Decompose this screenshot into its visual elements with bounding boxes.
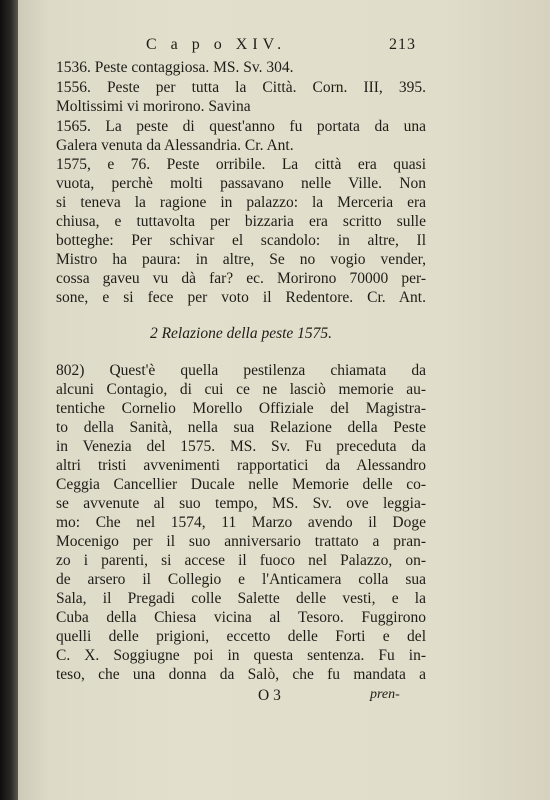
section-heading: 2 Relazione della peste 1575. [149, 325, 333, 342]
text-line: mo: Che nel 1574, 11 Marzo avendo il Doge [56, 514, 426, 531]
text-line: Sala, il Pregadi colle Salette delle vesti, e la [56, 590, 426, 607]
text-line: botteghe: Per schivar el scandolo: in altre, Il [56, 232, 426, 249]
text-line: 1565. La peste di quest'anno fu portata da una [56, 118, 426, 135]
text-line: cossa gaveu vu dà far? ec. Morirono 70000 per- [56, 270, 426, 287]
signature-mark: O 3 [258, 687, 281, 704]
text-line: vuota, perchè molti passavano nelle Ville. Non [56, 175, 426, 192]
page-number: 213 [389, 36, 416, 53]
text-line: si teneva la ragione in palazzo: la Merceria era [56, 194, 426, 211]
text-line: altri tristi avvenimenti rapportatici da Alessandro [56, 457, 426, 474]
text-line: 1575, e 76. Peste orribile. La città era quasi [56, 156, 426, 173]
text-line: Galera venuta da Alessandria. Cr. Ant. [56, 137, 294, 154]
text-line: quelli delle prigioni, eccetto delle Forti e del [56, 628, 426, 645]
running-header [146, 36, 416, 54]
text-line: 802) Quest'è quella pestilenza chiamata da [56, 362, 426, 379]
book-spine [0, 0, 18, 800]
text-line: 1536. Peste contaggiosa. MS. Sv. 304. [56, 59, 294, 76]
text-line: Cuba della Chiesa vicina al Tesoro. Fuggirono [56, 609, 426, 626]
text-line: Mocenigo per il suo anniversario trattato a pran- [56, 533, 426, 550]
text-line: se avvenute al suo tempo, MS. Sv. ove leggia- [56, 495, 426, 512]
text-line: zo i parenti, si accese il fuoco nel Palazzo, on- [56, 552, 426, 569]
text-line: teso, che una donna da Salò, che fu mandata a [56, 666, 426, 683]
text-line: 1556. Peste per tutta la Città. Corn. III, 395. [56, 79, 426, 96]
text-line: alcuni Contagio, di cui ce ne lasciò memorie au- [56, 381, 426, 398]
text-line: Moltissimi vi morirono. Savina [56, 98, 251, 115]
text-line: Mistro ha paura: in altre, Se no vogio vender, [56, 251, 426, 268]
text-line: de arsero il Collegio e l'Anticamera colla sua [56, 571, 426, 588]
running-head: C a p o XIV. [146, 36, 287, 53]
text-line: tentiche Cornelio Morello Offiziale del Magistra- [56, 400, 426, 417]
text-line: C. X. Soggiugne poi in questa sentenza. Fu in- [56, 647, 426, 664]
text-line: chiusa, e tuttavolta per bizzaria era scritto sulle [56, 213, 426, 230]
text-line: in Venezia del 1575. MS. Sv. Fu preceduta da [56, 438, 426, 455]
text-line: Ceggia Cancellier Ducale nelle Memorie delle co- [56, 476, 426, 493]
text-line: sone, e si fece per voto il Redentore. Cr. Ant. [56, 289, 426, 306]
catchword: pren- [370, 687, 400, 702]
text-line: to della Sanità, nella sua Relazione della Peste [56, 419, 426, 436]
book-page [18, 0, 550, 800]
